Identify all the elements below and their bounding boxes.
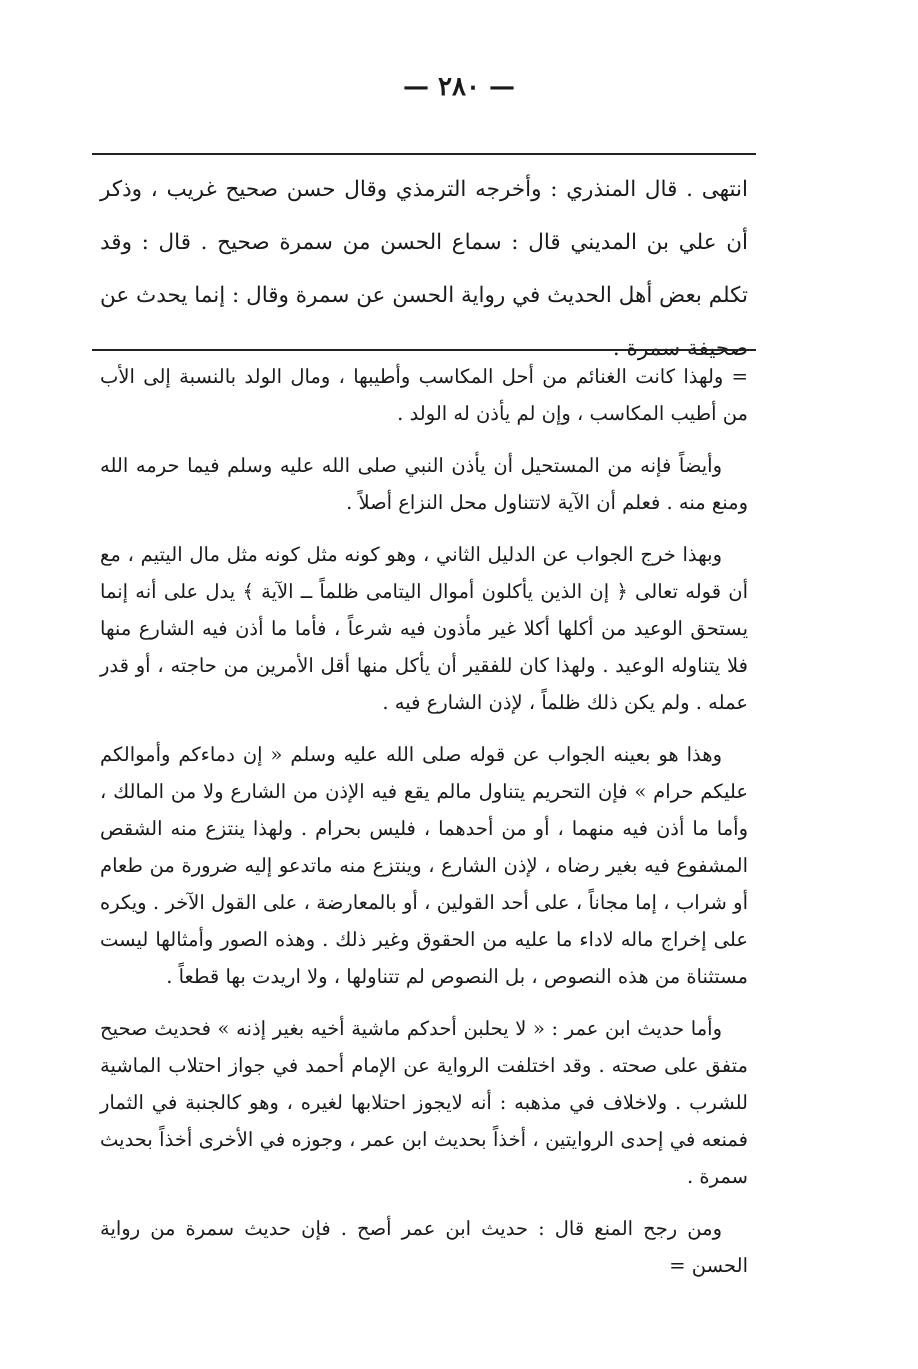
paragraph: وهذا هو بعينه الجواب عن قوله صلى الله عليه وسلم « إن دماءكم وأموالكم عليكم حرام » فإن التحريم يتناول مالم يقع فيه الإذن من الشارع ولا من المالك ، وأما ما أذن فيه منهما ، أو من أحدهما ، فليس بحرام . ولهذا ينتزع منه الشقص المشفوع فيه بغير رضاه ، لإذن الشارع ، وينتزع منه ماتدعو إليه ضرورة من طعام أو شراب ، إما مجاناً ، على أحد القولين ، أو بالمعارضة ، على القول الآخر . ويكره على إخراج ماله لاداء ما عليه من الحقوق وغير ذلك . وهذه الصور وأمثالها ليست مستثناة من هذه النصوص ، بل النصوص لم تتناولها ، ولا اريدت بها قطعاً . (100, 743, 748, 988)
footnote-text: انتهى . قال المنذري : وأخرجه الترمذي وقال حسن صحيح غريب ، وذكر أن علي بن المديني قال : سماع الحسن من سمرة صحيح . قال : وقد تكلم بعض أهل الحديث في رواية الحسن عن سمرة وقال : إنما يحدث عن صحيفة سمرة . (100, 177, 748, 361)
paragraph: وأما حديث ابن عمر : « لا يحلبن أحدكم ماشية أخيه بغير إذنه » فحديث صحيح متفق على صحته . وقد اختلفت الرواية عن الإمام أحمد في جواز احتلاب الماشية للشرب . ولاخلاف في مذهبه : أنه لايجوز احتلابها لغيره ، وهو كالجنبة في الثمار فمنعه في إحدى الروايتين ، أخذاً بحديث ابن عمر ، وجوزه في الأخرى أخذاً بحديث سمرة . (100, 1017, 748, 1188)
paragraph: = ولهذا كانت الغنائم من أحل المكاسب وأطيبها ، ومال الولد بالنسبة إلى الأب من أطيب المكاسب ، وإن لم يأذن له الولد . (100, 365, 748, 425)
main-text (100, 358, 748, 1284)
footnote-bottom-rule (92, 349, 756, 351)
paragraph: وأيضاً فإنه من المستحيل أن يأذن النبي صلى الله عليه وسلم فيما حرمه الله ومنع منه . فعلم أن الآية لاتتناول محل النزاع أصلاً . (100, 454, 748, 514)
paragraph: وبهذا خرج الجواب عن الدليل الثاني ، وهو كونه مثل كونه مثل مال اليتيم ، مع أن قوله تعالى ﴿ إن الذين يأكلون أموال اليتامى ظلماً ــ الآية ﴾ يدل على أنه إنما يستحق الوعيد من أكلها أكلا غير مأذون فيه شرعاً ، فأما ما أذن فيه الشارع منها فلا يتناوله الوعيد . ولهذا كان للفقير أن يأكل منها أقل الأمرين من حاجته ، أو قدر عمله . ولم يكن ذلك ظلماً ، لإذن الشارع فيه . (100, 543, 748, 714)
paragraph: ومن رجح المنع قال : حديث ابن عمر أصح . فإن حديث سمرة من رواية الحسن = (100, 1217, 748, 1277)
page-number: — ٢٨٠ — (402, 72, 516, 102)
footnote-top-rule (92, 153, 756, 155)
footnote-block (100, 163, 748, 375)
